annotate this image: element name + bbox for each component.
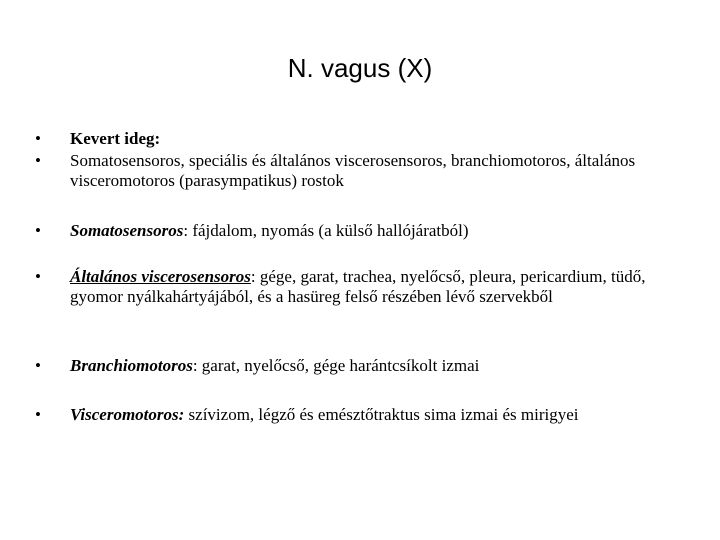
- bullet-icon: •: [35, 356, 41, 375]
- bullet-label: Kevert ideg:: [70, 129, 161, 148]
- bullet-label: Általános viscerosensoros: [70, 267, 251, 286]
- bullet-text: [70, 129, 702, 149]
- bullet-body: : garat, nyelőcső, gége harántcsíkolt izmai: [192, 356, 480, 375]
- bullet-label: Somatosensoros: [70, 221, 184, 240]
- bullet-icon: •: [35, 129, 41, 148]
- bullet-icon: •: [35, 405, 41, 424]
- bullet-text: [70, 267, 675, 307]
- bullet-text: [70, 356, 702, 376]
- bullet-text: [70, 151, 670, 191]
- slide-title: N. vagus (X): [287, 53, 433, 83]
- bullet-label: Branchiomotoros: [70, 356, 193, 375]
- bullet-body: Somatosensoros, speciális és általános viscerosensoros, branchiomotoros, általános visceromotoros (parasympatikus) rostok: [70, 151, 636, 190]
- bullet-label: Visceromotoros:: [70, 405, 185, 424]
- bullet-icon: •: [35, 151, 41, 170]
- bullet-body: : gége, garat, trachea, nyelőcső, pleura, pericardium, tüdő, gyomor nyálkahártyájából, és a hasüreg felső részében lévő szervekből: [70, 267, 646, 306]
- bullet-text: [70, 405, 702, 425]
- bullet-icon: •: [35, 267, 41, 286]
- bullet-body: : fájdalom, nyomás (a külső hallójáratból): [183, 221, 469, 240]
- bullet-text: [70, 221, 702, 241]
- bullet-icon: •: [35, 221, 41, 240]
- bullet-body: szívizom, légző és emésztőtraktus sima izmai és mirigyei: [184, 405, 579, 424]
